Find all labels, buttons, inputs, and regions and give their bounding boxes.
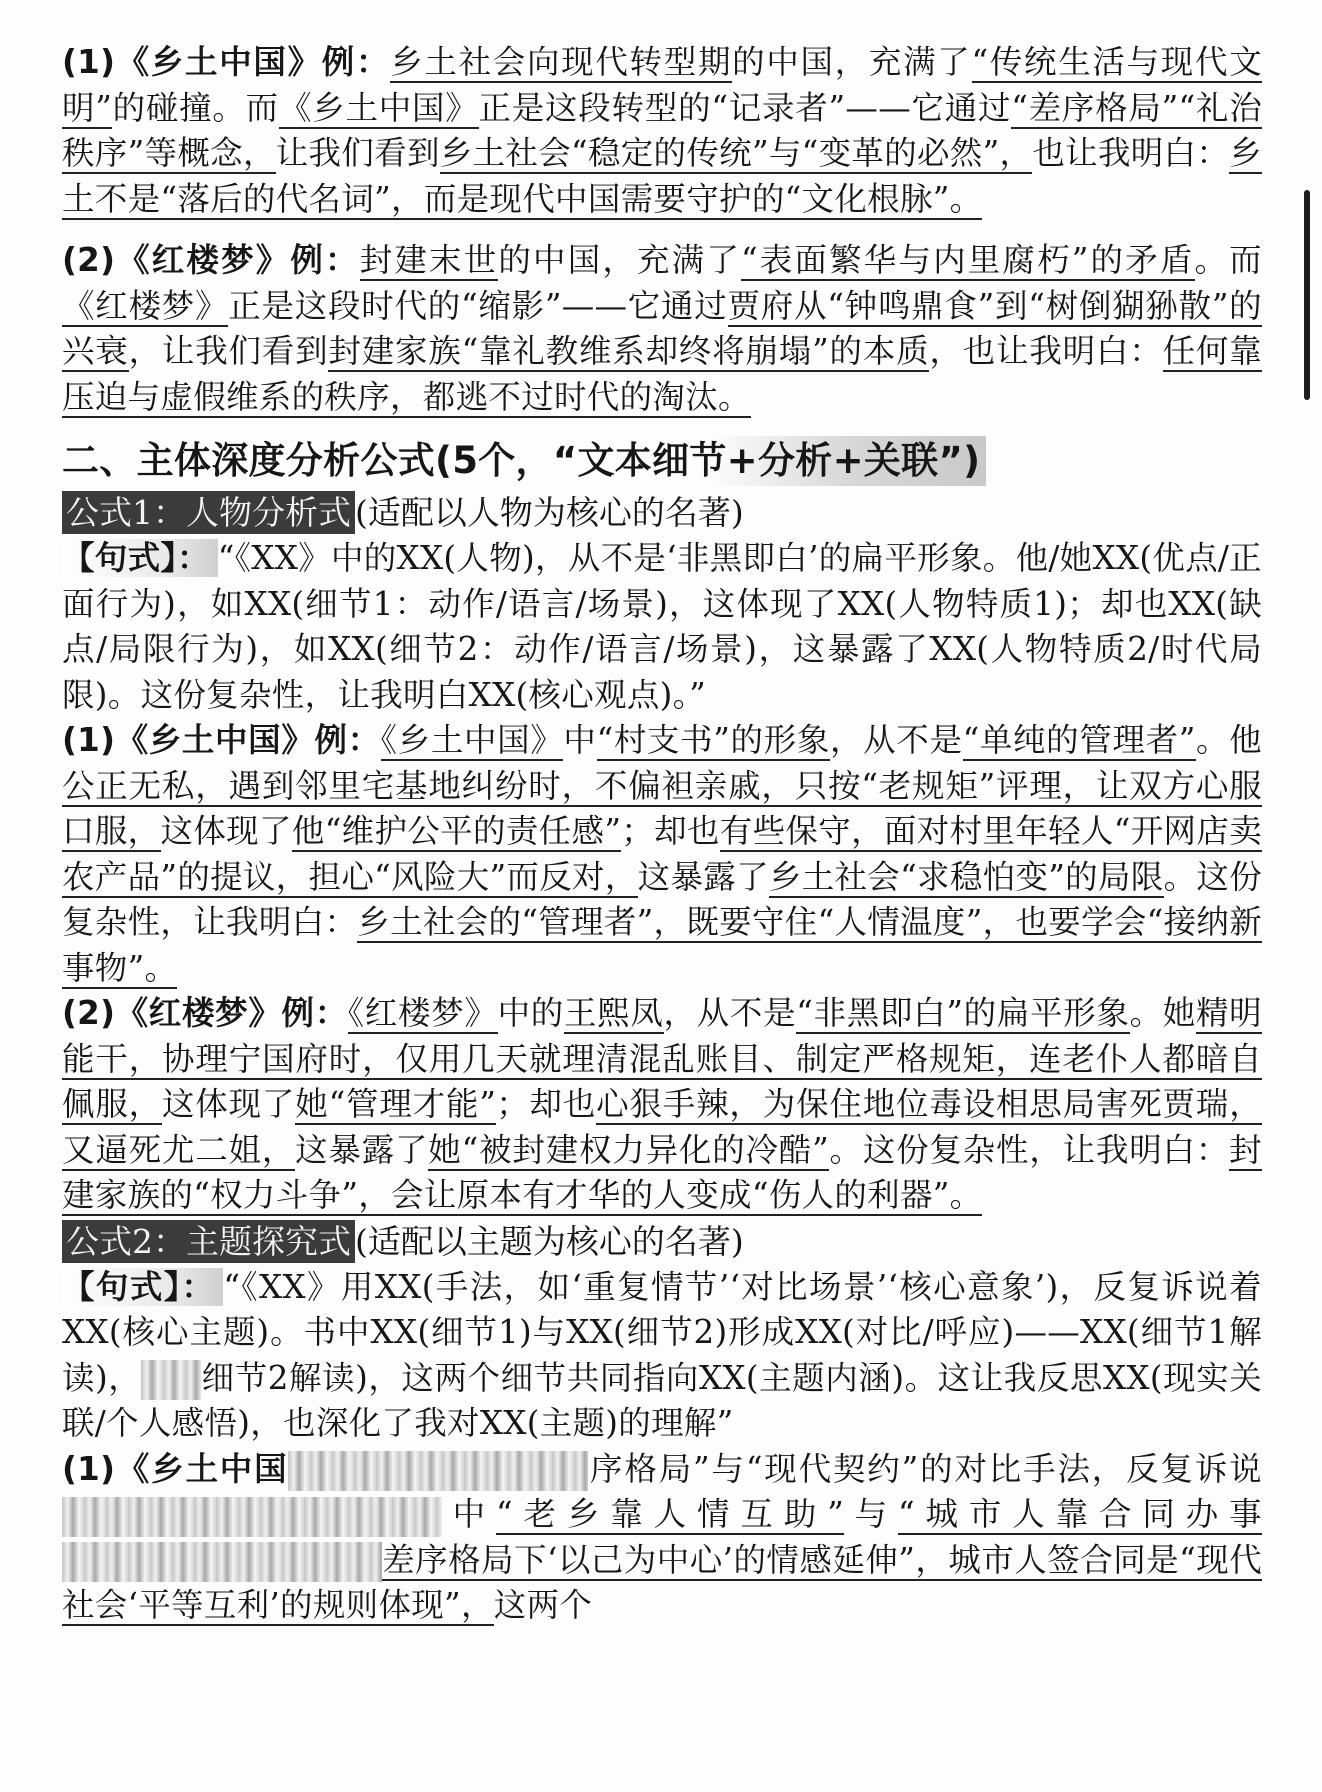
formula-1-heading [62,490,1262,536]
underlined-text: 他“维护公平的责任感” [291,812,622,850]
underlined-text: 心狠手辣，为保住地位毒设相思局害死贾瑞，又逼死尤二姐， [62,1085,1262,1169]
text: 序格局”与“现代契约”的对比手法，反复诉说 [588,1449,1262,1488]
text: 这暴露了 [295,1130,429,1169]
underlined-text: 乡土社会“求稳怕变”的局限 [768,857,1164,896]
formula-1-example-hongloumeng [62,991,1262,1219]
underlined-text: 乡土不是“落后的代名词”，而是现代中国需要守护的“文化根脉”。 [62,134,1262,218]
text: ；却也 [621,812,720,850]
underlined-text: “差序格局”“礼治秩序”等概念， [62,88,1262,172]
text: 。这份复杂性，让我明白： [62,857,1263,941]
formula-1-pattern [62,536,1262,718]
blurred-region [141,1360,201,1400]
underlined-text: 封建家族的“权力斗争”，会让原本有才华的人变成“伤人的利器”。 [62,1130,1262,1214]
formula-2-example-xiangtu [62,1447,1262,1629]
underlined-text: 封建家族“靠礼教维系却终将崩塌”的本质 [328,332,930,370]
text: 这暴露了 [637,857,769,896]
example-xiangtu-intro [62,40,1262,222]
text: 的中国，充满了 [732,43,972,81]
example-label: (2)《红楼梦》例： [62,241,360,279]
underlined-text: “表面繁华与内里腐朽”的矛盾 [741,241,1195,279]
pattern-text: “《XX》用XX(手法，如‘重复情节’‘对比场景’‘核心意象’)，反复诉说着XX(核心主题)。书中XX(细节1)与XX(细节2)形成XX(对比/呼应)——XX(细节1解读)， [62,1267,1262,1397]
formula-2-note: (适配以主题为核心的名著) [355,1221,744,1261]
underlined-text: 王熙凤 [563,994,664,1032]
formula-1-example-xiangtu [62,718,1262,991]
blurred-region [62,1497,442,1537]
formula-1-label: 公式1：人物分析式 [62,491,355,534]
underlined-text: “传统生活与现代文明” [62,43,1262,127]
underlined-text: 乡土社会“稳定的传统”与“变革的必然”， [439,134,1033,172]
text: ；却也 [496,1085,597,1123]
formula-1-note: (适配以人物为核心的名著) [355,493,744,532]
text: 。她 [1129,994,1196,1032]
underlined-text: 乡土社会的“管理者”，既要守住“人情温度”，也要学会“接纳新事物”。 [62,903,1263,987]
blurred-region [62,1542,382,1582]
text: 这体现了 [160,812,292,850]
text: 也让我明白： [1032,134,1230,172]
example-label: (1)《乡土中国》例： [62,721,381,759]
text: 。而 [1194,241,1262,279]
pattern-label: 【句式】： [62,1268,223,1306]
pattern-text: 细节2解读)，这两个细节共同指向XX(主题内涵)。这让我反思XX(现实关联/个人感悟)，也深化了我对XX(主题)的理解” [62,1358,1262,1442]
underlined-text: 差序格局下‘以己为中心’的情感延伸”，城市人签合同是“现代社会‘平等互利’的规则体现”， [62,1540,1262,1624]
underlined-text: 封建末世 [359,241,499,279]
underlined-text: 《乡土中国》 [380,721,564,759]
section-heading: 二、主体深度分析公式(5个，“文本细节+分析+关联”) [62,436,986,486]
underlined-text: 她“管理才能” [295,1085,497,1123]
text: ，让我们看到 [128,332,329,370]
text: 。他 [1195,721,1262,759]
text: 正是这段转型的“记录者”——它通过 [478,88,1012,127]
text: 的中国，充满了 [498,241,742,279]
text: 中的 [497,994,564,1032]
formula-2-heading [62,1219,1262,1265]
text: 这两个 [493,1586,593,1624]
document-page [62,40,1262,1629]
underlined-text: “非黑即白”的扁平形象 [796,994,1130,1032]
text: ，从不是 [830,721,963,759]
underlined-text: 精明能干，协理宁国府时，仅用几天就理清混乱账目、制定严格规矩，连老仆人都暗自佩服， [62,994,1262,1123]
text: 的碰撞。而 [112,88,279,127]
text: 让我们看到 [275,134,440,172]
underlined-text: 《乡土中国》 [278,88,479,127]
underlined-text: “村支书”的形象 [596,721,830,759]
text: ，从不是 [663,994,797,1032]
scrollbar[interactable] [1304,190,1310,400]
underlined-text: 乡土社会向现代转型期 [390,43,733,81]
text: 中 [442,1495,496,1533]
underlined-text: 《红楼梦》 [62,286,229,325]
pattern-label: 【句式】： [62,539,218,577]
underlined-text: 她“被封建权力异化的冷酷” [428,1130,830,1169]
text: 这体现了 [161,1085,296,1123]
underlined-text: “老乡靠人情互助” [495,1495,845,1533]
example-label: (1)《乡土中国》例： [62,43,391,81]
text: 正是这段时代的“缩影”——它通过 [228,286,728,325]
example-label: (1)《乡土中国 [62,1449,289,1488]
underlined-text: “城市人靠合同办事 [898,1495,1262,1533]
text: 与 [844,1495,899,1533]
underlined-text: 有些保守，面对村里年轻人“开网店卖农产品”的提议，担心“风险大”而反对， [62,812,1263,896]
underlined-text: 公正无私，遇到邻里宅基地纠纷时，不偏袒亲戚，只按“老规矩”评理，让双方心服口服， [62,766,1262,850]
underlined-text: 贾府从“钟鸣鼎食”到“树倒猢狲散”的兴衰 [62,286,1262,370]
formula-2-pattern [62,1265,1262,1447]
example-hongloumeng-intro [62,238,1262,420]
blurred-region [288,1451,588,1491]
text: 中 [563,721,597,759]
formula-2-label: 公式2：主题探究式 [62,1220,355,1263]
underlined-text: 任何靠压迫与虚假维系的秩序，都逃不过时代的淘汰。 [62,332,1262,416]
example-label: (2)《红楼梦》例： [62,994,348,1032]
underlined-text: 《红楼梦》 [347,994,498,1032]
text: ，也让我明白： [929,332,1163,370]
pattern-text: “《XX》中的XX(人物)，从不是‘非黑即白’的扁平形象。他/她XX(优点/正面行为)，如XX(细节1：动作/语言/场景)，这体现了XX(人物特质1)；却也XX(缺点/局限行为)，如XX(细节2：动作/语言/场景)，这暴露了XX(人物特质2/时代局限)。这份复杂性，让我明白XX(核心观点)。” [62,539,1262,714]
text: 。这份复杂性，让我明白： [829,1130,1230,1169]
underlined-text: “单纯的管理者” [962,721,1196,759]
